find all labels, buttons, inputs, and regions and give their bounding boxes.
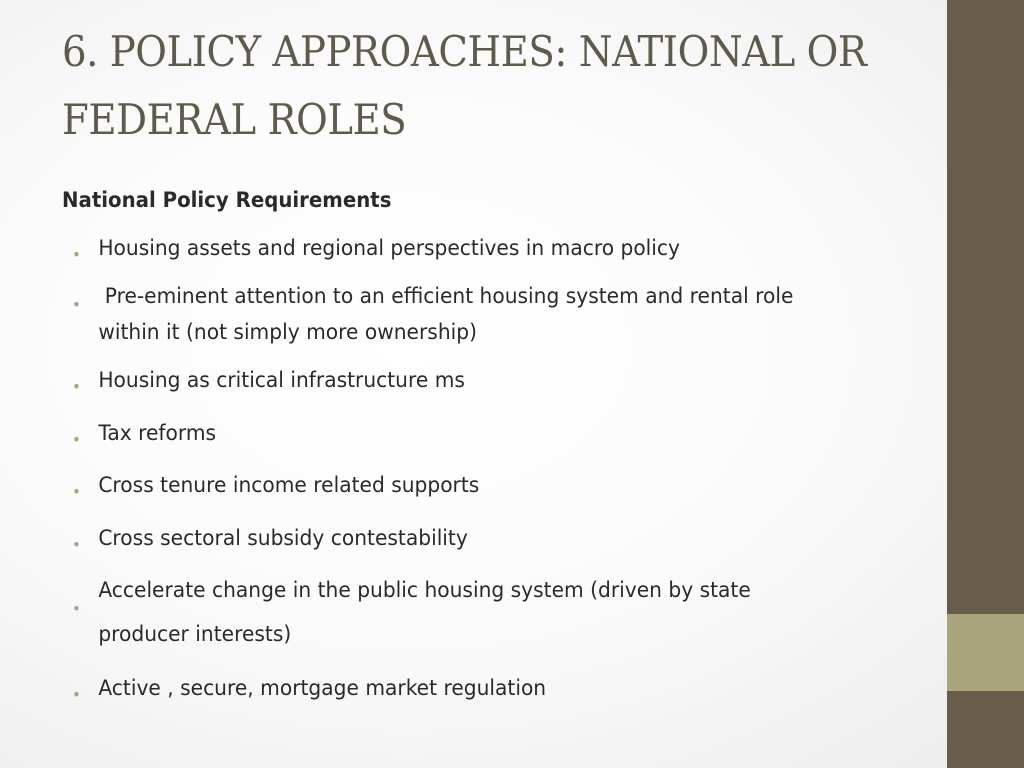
bullet-icon: • bbox=[72, 599, 81, 618]
list-item-text: Cross sectoral subsidy contestability bbox=[98, 526, 468, 551]
list-item-text: Housing as critical infrastructure ms bbox=[98, 368, 465, 393]
list-item bbox=[72, 674, 796, 704]
bullet-icon: • bbox=[72, 430, 81, 449]
section-heading: National Policy Requirements bbox=[62, 188, 392, 212]
bullet-icon: • bbox=[72, 295, 81, 314]
slide-title: 6. POLICY APPROACHES: NATIONAL OR FEDERAL ROLES bbox=[62, 27, 867, 144]
list-item-text: Accelerate change in the public housing system (driven by state producer interests) bbox=[98, 578, 751, 647]
bullet-icon: • bbox=[72, 482, 81, 501]
list-item-text: Housing assets and regional perspectives in macro policy bbox=[98, 236, 680, 261]
bullet-icon: • bbox=[72, 685, 81, 704]
list-item bbox=[72, 471, 796, 501]
list-item bbox=[72, 234, 796, 264]
list-item bbox=[72, 576, 796, 657]
side-bar-accent-square bbox=[947, 614, 1024, 691]
list-item-text: Tax reforms bbox=[98, 421, 217, 446]
bullet-icon: • bbox=[72, 377, 81, 396]
list-item-text: Active , secure, mortgage market regulation bbox=[98, 676, 547, 701]
bullet-icon: • bbox=[72, 535, 81, 554]
list-item-text: Pre-eminent attention to an efficient housing system and rental role within it (not simply more ownership) bbox=[98, 284, 800, 345]
list-item bbox=[72, 524, 796, 554]
list-item bbox=[72, 419, 796, 449]
list-item-text: Cross tenure income related supports bbox=[98, 473, 480, 498]
bullet-icon: • bbox=[72, 245, 81, 264]
list-item bbox=[72, 366, 796, 396]
list-item bbox=[72, 279, 800, 351]
